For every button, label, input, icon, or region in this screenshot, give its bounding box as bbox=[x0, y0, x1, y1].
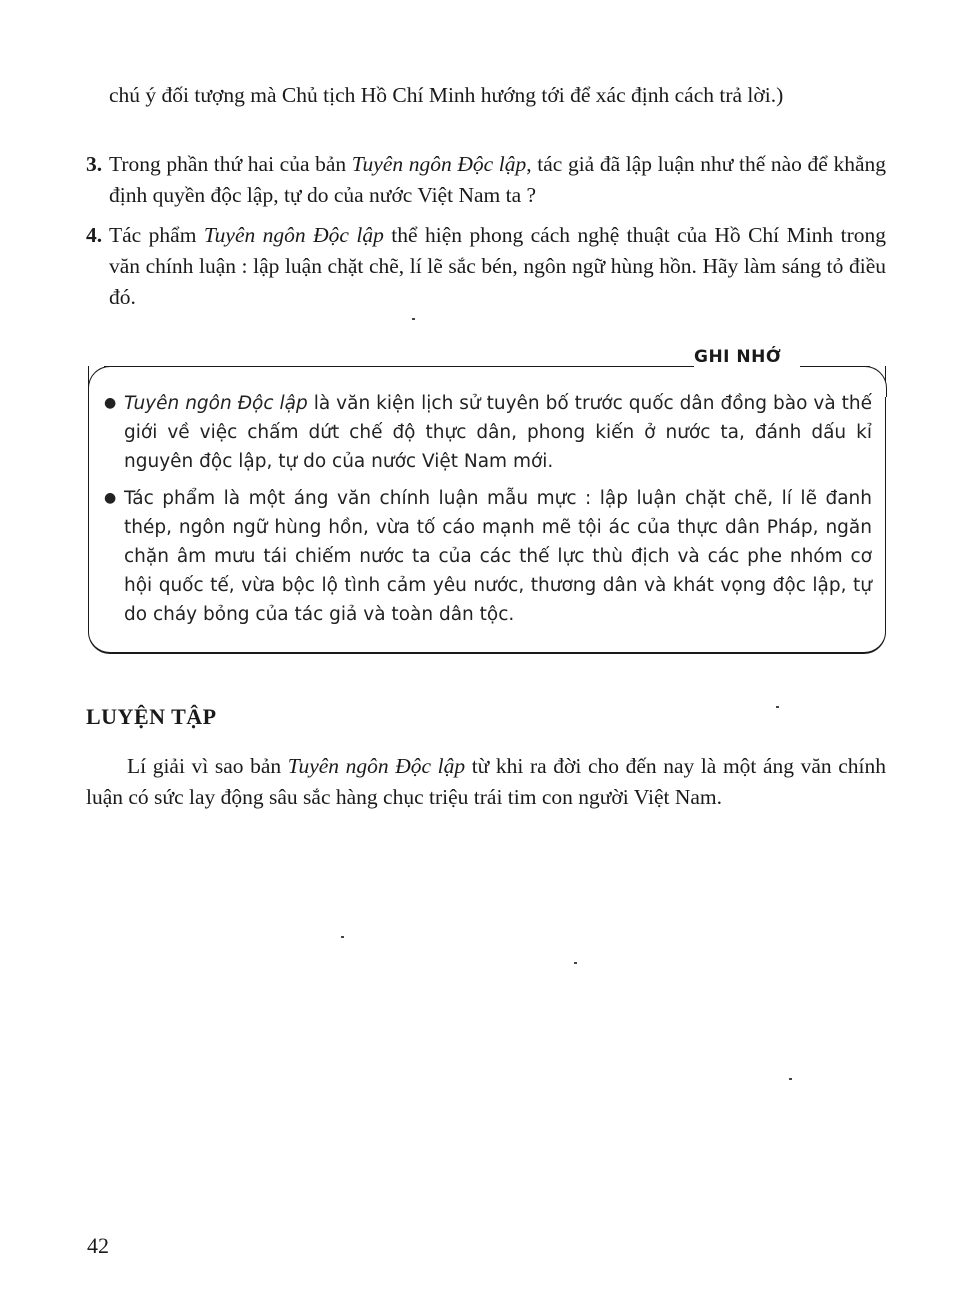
ghi-nho-item-text bbox=[124, 389, 872, 476]
work-title: Tuyên ngôn Độc lập bbox=[351, 152, 527, 176]
section-title: LUYỆN TẬP bbox=[86, 704, 217, 729]
question-number: 4. bbox=[86, 223, 103, 247]
practice-text-part: Lí giải vì sao bản bbox=[127, 754, 288, 778]
scan-speck bbox=[776, 706, 779, 708]
work-title: Tuyên ngôn Độc lập bbox=[203, 223, 384, 247]
question-text-part: thể hiện phong cách nghệ thuật của Hồ Chí Minh trong văn chính luận : lập luận chặt chẽ, lí lẽ sắc bén, ngôn ngữ hùng hồn. Hãy làm sáng tỏ điều đó. bbox=[109, 223, 886, 309]
ghi-nho-item-text bbox=[124, 484, 872, 629]
question-4 bbox=[86, 220, 886, 313]
question-3 bbox=[86, 149, 886, 211]
question-text-part: , tác giả đã lập luận như thế nào để khẳng định quyền độc lập, tự do của nước Việt Nam ta ? bbox=[109, 152, 886, 207]
scan-speck bbox=[341, 936, 344, 938]
work-title: Tuyên ngôn Độc lập bbox=[287, 754, 466, 778]
intro-text: chú ý đối tượng mà Chủ tịch Hồ Chí Minh hướng tới để xác định cách trả lời.) bbox=[109, 83, 784, 107]
note-text: là văn kiện lịch sử tuyên bố trước quốc dân đồng bào và thế giới về việc chấm dứt chế độ thực dân, phong kiến ở nước ta, đánh dấu kỉ nguyên độc lập, tự do của nước Việt Nam mới. bbox=[124, 393, 872, 472]
question-text bbox=[109, 149, 886, 211]
ghi-nho-item bbox=[104, 389, 872, 476]
question-text-part: Trong phần thứ hai của bản bbox=[109, 152, 352, 176]
ghi-nho-item bbox=[104, 484, 872, 629]
page-number: 42 bbox=[87, 1233, 109, 1258]
practice-text-part: từ khi ra đời cho đến nay là một áng văn chính luận có sức lay động sâu sắc hàng chục triệu trái tim con người Việt Nam. bbox=[86, 754, 886, 809]
work-title: Tuyên ngôn Độc lập bbox=[124, 393, 308, 414]
note-text: Tác phẩm là một áng văn chính luận mẫu mực : lập luận chặt chẽ, lí lẽ đanh thép, ngôn ngữ hùng hồn, vừa tố cáo mạnh mẽ tội ác của thực dân Pháp, ngăn chặn âm mưu tái chiếm nước ta của các thế lực thù địch và các phe nhóm cơ hội quốc tế, vừa bộc lộ tình cảm yêu nước, thương dân và khát vọng độc lập, tự do cháy bỏng của tác giả và toàn dân tộc. bbox=[124, 488, 872, 625]
scan-speck bbox=[574, 962, 577, 964]
intro-paragraph bbox=[109, 80, 886, 111]
question-text bbox=[109, 220, 886, 313]
ghi-nho-title: GHI NHỚ bbox=[694, 347, 782, 367]
scan-speck bbox=[789, 1078, 792, 1080]
box-top-rule bbox=[104, 366, 694, 367]
bullet-icon: ● bbox=[104, 395, 117, 411]
question-text-part: Tác phẩm bbox=[109, 223, 204, 247]
practice-paragraph bbox=[86, 751, 886, 813]
box-top-rule bbox=[800, 366, 870, 367]
question-number: 3. bbox=[86, 152, 103, 176]
scan-speck bbox=[412, 318, 415, 320]
bullet-icon: ● bbox=[104, 490, 117, 506]
